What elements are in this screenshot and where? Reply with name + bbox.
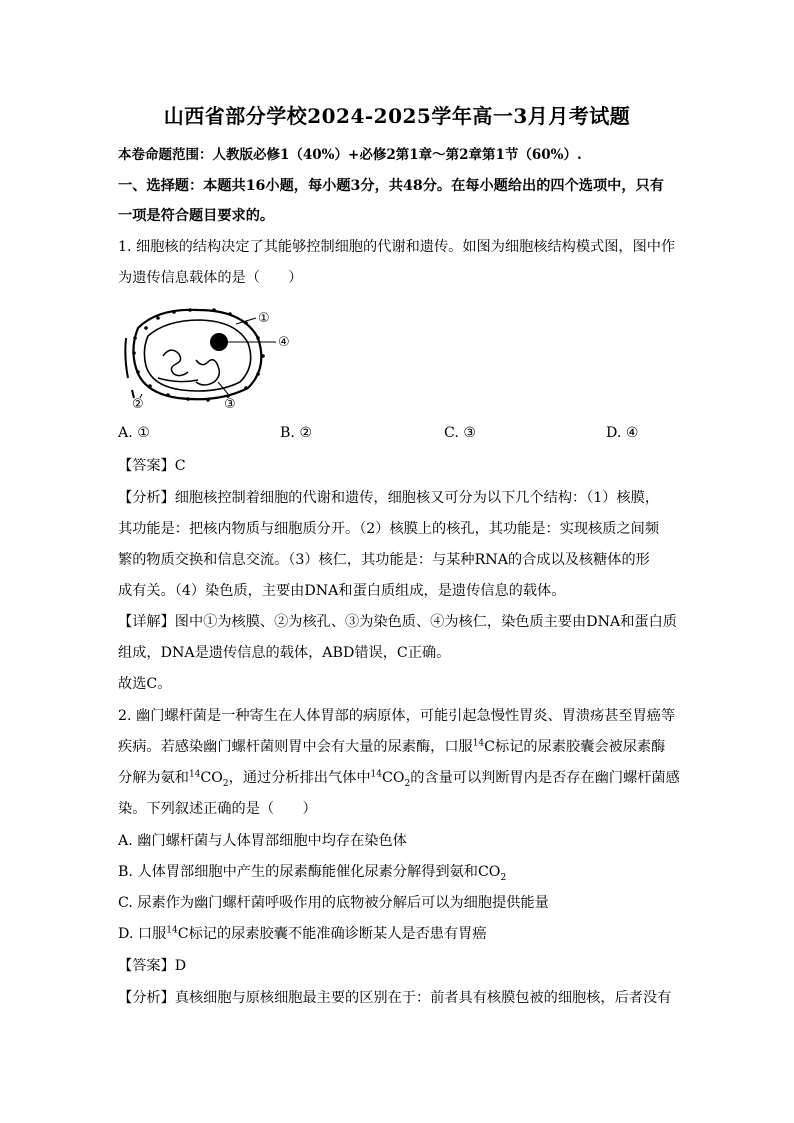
figure-label-1: ① (258, 311, 270, 326)
isotope-superscript: 14 (188, 769, 201, 780)
q2-option-d-a: D. 口服 (118, 926, 167, 942)
q2-stem-line3-c: ，通过分析排出气体中 (228, 770, 371, 786)
nucleolus (210, 333, 228, 351)
q2-answer: 【答案】D (118, 958, 187, 974)
membrane-fragment (125, 338, 128, 378)
isotope-superscript: 14 (472, 738, 485, 749)
q2-option-a[interactable]: A. 幽门螺杆菌与人体胃部细胞中均存在染色体 (118, 833, 407, 849)
q1-stem-line1: 1. 细胞核的结构决定了其能够控制细胞的代谢和遗传。如图为细胞核结构模式图，图中作 (118, 239, 676, 255)
q2-option-d[interactable] (118, 924, 678, 944)
nucleus-structure-figure (118, 298, 298, 410)
q1-analysis-line1: 【分析】细胞核控制着细胞的代谢和遗传，细胞核又可分为以下几个结构：（1）核膜， (118, 490, 660, 506)
q1-option-b[interactable]: B. ② (280, 425, 313, 441)
q2-stem-line1: 2. 幽门螺杆菌是一种寄生在人体胃部的病原体，可能引起急慢性胃炎、胃溃疡甚至胃癌等 (118, 708, 676, 724)
membrane-dots (132, 308, 265, 402)
q1-detail-line2: 组成，DNA是遗传信息的载体，ABD错误，C正确。 (118, 645, 451, 661)
q2-option-b[interactable] (118, 862, 678, 882)
q2-analysis-line1: 【分析】真核细胞与原核细胞最主要的区别在于：前者具有核膜包被的细胞核，后者没有 (118, 990, 672, 1006)
q2-stem-line2 (118, 737, 678, 757)
q2-stem-line2-rest: C标记的尿素胶囊会被尿素酶 (484, 739, 666, 755)
figure-label-4: ④ (278, 335, 290, 350)
q2-stem-line2-text: 疾病。若感染幽门螺杆菌则胃中会有大量的尿素酶，口服 (118, 739, 473, 755)
q1-detail-line1: 【详解】图中①为核膜、②为核孔、③为染色质、④为核仁，染色质主要由DNA和蛋白质 (118, 614, 677, 630)
q1-answer: 【答案】C (118, 458, 186, 474)
nucleus-diagram (118, 298, 298, 410)
q2-stem-line3-b: CO (200, 770, 223, 786)
section-heading-line1: 一、选择题：本题共16小题，每小题3分，共48分。在每小题给出的四个选项中，只有 (118, 178, 664, 194)
subscript: 2 (222, 778, 229, 789)
outer-nuclear-membrane (133, 310, 261, 399)
q2-option-b-text: B. 人体胃部细胞中产生的尿素酶能催化尿素分解得到氨和CO (118, 864, 501, 880)
q2-option-d-b: C标记的尿素胶囊不能准确诊断某人是否患有胃癌 (177, 926, 487, 942)
q1-stem-line2: 为遗传信息载体的是（ ） (118, 270, 303, 286)
isotope-superscript: 14 (166, 925, 178, 936)
subscript: 2 (404, 778, 411, 789)
q1-analysis-line3: 繁的物质交换和信息交流。（3）核仁，其功能是：与某种RNA的合成以及核糖体的形 (118, 552, 650, 568)
page-title: 山西省部分学校2024-2025学年高一3月月考试题 (163, 104, 631, 128)
q2-stem-line3-a: 分解为氨和 (118, 770, 189, 786)
chromatin (163, 350, 188, 375)
figure-label-3: ③ (224, 397, 236, 410)
q1-option-a[interactable]: A. ① (118, 425, 150, 441)
chromatin-2 (196, 360, 219, 385)
isotope-superscript: 14 (370, 769, 382, 780)
q2-option-c[interactable]: C. 尿素作为幽门螺杆菌呼吸作用的底物被分解后可以为细胞提供能量 (118, 895, 549, 911)
subscript: 2 (500, 872, 507, 883)
q2-stem-line3-e: 的含量可以判断胃内是否存在幽门螺杆菌感 (410, 770, 680, 786)
q2-stem-line3 (118, 768, 678, 788)
figure-label-2: ② (132, 397, 144, 410)
q1-analysis-line2: 其功能是：把核内物质与细胞质分开。（2）核膜上的核孔，其功能是：实现核质之间频 (118, 521, 660, 537)
q2-stem-line3-d: CO (381, 770, 405, 786)
q1-option-d[interactable]: D. ④ (606, 425, 639, 441)
q1-conclusion: 故选C。 (118, 676, 172, 692)
scope-note: 本卷命题范围：人教版必修1（40%）+必修2第1章～第2章第1节（60%）. (118, 147, 582, 163)
q1-option-c[interactable]: C. ③ (444, 425, 477, 441)
q1-options (118, 425, 678, 445)
chromatin-3 (158, 378, 198, 382)
q1-analysis-line4: 成有关。（4）染色质，主要由DNA和蛋白质组成，是遗传信息的载体。 (118, 583, 566, 599)
q2-stem-line4: 染。下列叙述正确的是（ ） (118, 801, 317, 817)
section-heading-line2: 一项是符合题目要求的。 (118, 208, 275, 224)
